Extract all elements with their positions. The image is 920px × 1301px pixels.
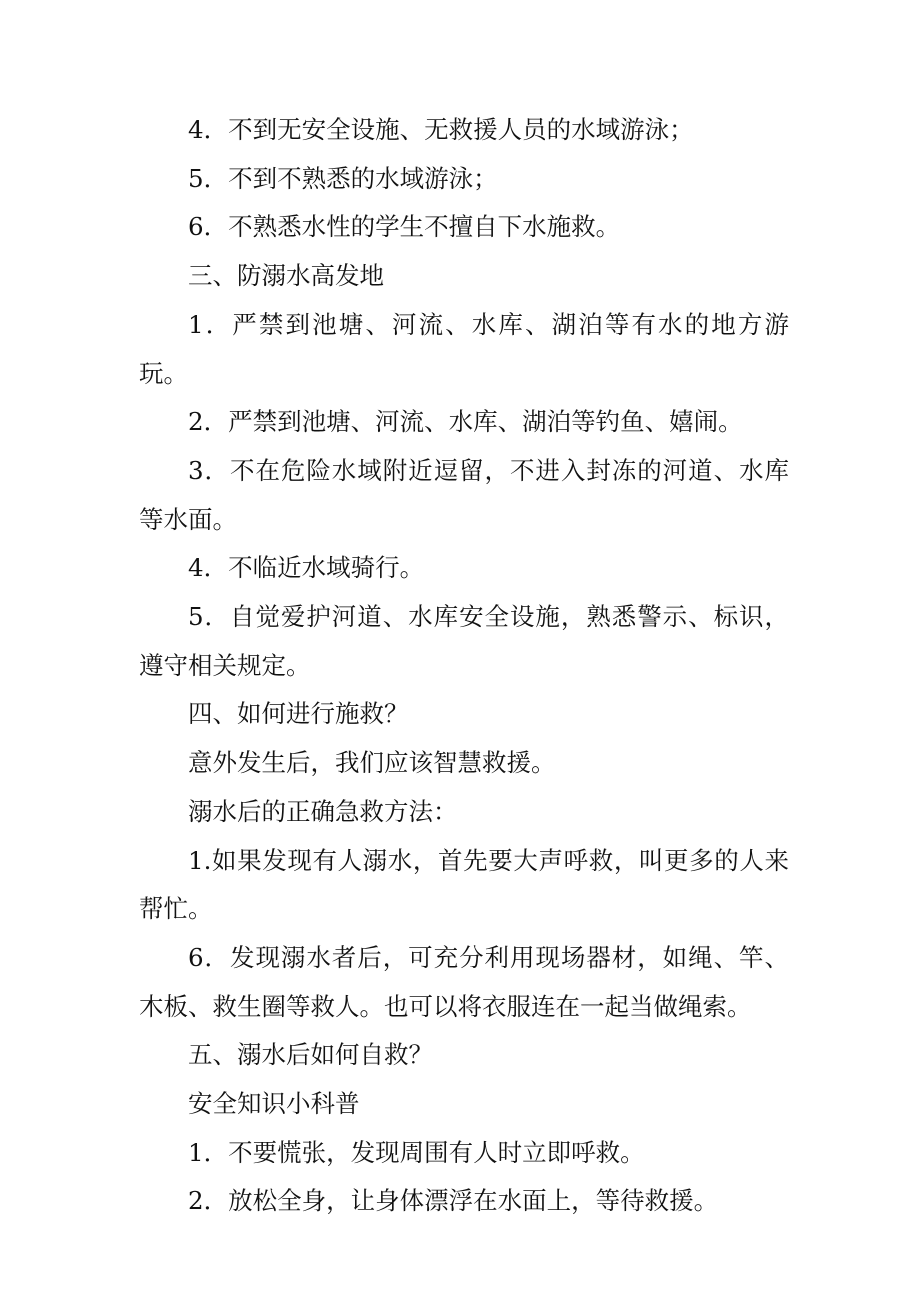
paragraph: 5．自觉爱护河道、水库安全设施，熟悉警示、标识，遵守相关规定。 <box>139 602 789 680</box>
paragraph: 6．不熟悉水性的学生不擅自下水施救。 <box>188 212 621 242</box>
section-heading: 四、如何进行施救？ <box>188 699 409 729</box>
paragraph: 1.如果发现有人溺水，首先要大声呼救，叫更多的人来帮忙。 <box>139 845 789 924</box>
paragraph: 5．不到不熟悉的水域游泳； <box>188 163 498 193</box>
paragraph: 溺水后的正确急救方法： <box>188 796 458 826</box>
paragraph: 2．放松全身，让身体漂浮在水面上，等待救援。 <box>188 1186 719 1216</box>
paragraph: 3．不在危险水域附近逗留，不进入封冻的河道、水库等水面。 <box>139 455 789 534</box>
paragraph: 1．不要慌张，发现周围有人时立即呼救。 <box>188 1137 645 1167</box>
paragraph: 4．不到无安全设施、无救援人员的水域游泳； <box>188 115 694 144</box>
paragraph: 4．不临近水域骑行。 <box>188 553 425 583</box>
section-heading: 三、防溺水高发地 <box>188 261 384 291</box>
paragraph: 安全知识小科普 <box>188 1089 360 1119</box>
paragraph: 6．发现溺水者后，可充分利用现场器材，如绳、竿、木板、救生圈等救人。也可以将衣服连在一起当做绳索。 <box>139 942 789 1021</box>
section-heading: 五、溺水后如何自救？ <box>188 1040 433 1070</box>
paragraph: 1．严禁到池塘、河流、水库、湖泊等有水的地方游玩。 <box>139 309 789 388</box>
paragraph: 2．严禁到池塘、河流、水库、湖泊等钓鱼、嬉闹。 <box>188 407 743 437</box>
document-body <box>139 106 789 1226</box>
paragraph: 意外发生后，我们应该智慧救援。 <box>188 748 556 778</box>
